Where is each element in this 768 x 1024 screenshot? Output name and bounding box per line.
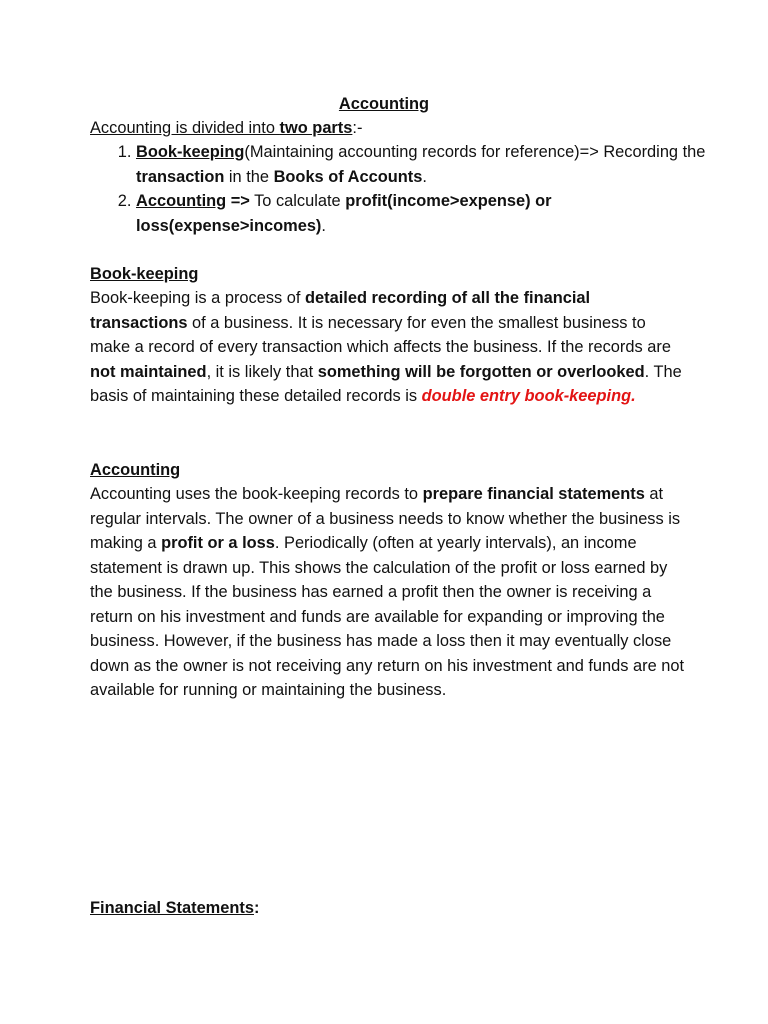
para-bold: something will be forgotten or overlooked [317, 362, 645, 381]
part-text: in the [224, 167, 274, 186]
part-bold: profit(income>expense) or loss(expense>incomes) [136, 192, 552, 235]
section-heading-accounting [90, 458, 690, 483]
para-text: of a business. It is necessary for even the smallest business to make a record of every transaction which affects the business. If the records are [90, 313, 671, 356]
part-bold: Books of Accounts [273, 167, 423, 186]
part-text: . [422, 167, 427, 186]
part-term-bookkeeping: Book-keeping [136, 143, 245, 161]
paragraph-accounting [90, 482, 690, 703]
part-bold: => [226, 192, 250, 210]
heading-text: Accounting [90, 461, 181, 479]
intro-line [90, 116, 690, 141]
intro-tail: :- [352, 119, 363, 137]
para-bold: prepare financial statements [422, 485, 645, 503]
para-bold: detailed recording of all the financial transactions [90, 289, 591, 332]
emphasis-double-entry: double entry book-keeping. [421, 387, 636, 405]
heading-text: Financial Statements [90, 899, 254, 917]
para-text: Accounting uses the book-keeping records to [90, 485, 423, 503]
para-text: , it is likely that [206, 362, 318, 381]
part-bold: transaction [136, 167, 225, 186]
para-text: at regular intervals. The owner of a business needs to know whether the business is making a [90, 485, 681, 552]
intro-bold: two parts [279, 119, 353, 137]
part-text: . [321, 216, 326, 235]
para-bold: not maintained [90, 362, 207, 381]
part-term-accounting: Accounting [136, 192, 227, 210]
paragraph-bookkeeping [90, 286, 690, 409]
parts-list [90, 140, 736, 238]
para-bold: profit or a loss [161, 534, 275, 552]
section-heading-bookkeeping [90, 262, 690, 287]
heading-text: Book-keeping [90, 265, 199, 283]
part-text: To calculate [249, 192, 346, 210]
section-heading-financial-statements [90, 896, 690, 921]
para-text: . Periodically (often at yearly intervals), an income statement is drawn up. This shows the calculation of the profit or loss earned by the business. If the business has earned a profit then the owner is receiving a return on his investment and funds are available for expanding or improving the business. However, if the business has made a loss then it may eventually close down as the owner is not receiving any return on his investment and funds are not available for running or maintaining the business. [90, 534, 685, 699]
title-text: Accounting [338, 95, 430, 113]
para-text: Book-keeping is a process of [90, 289, 306, 307]
page-title [0, 92, 768, 117]
list-item-bookkeeping [136, 140, 736, 189]
intro-lead: Accounting is divided into [90, 119, 280, 137]
part-text: (Maintaining accounting records for reference)=> Recording the [244, 143, 706, 161]
heading-colon: : [253, 899, 260, 917]
list-item-accounting [136, 189, 736, 238]
para-text: . The basis of maintaining these detailed records is [90, 362, 682, 405]
